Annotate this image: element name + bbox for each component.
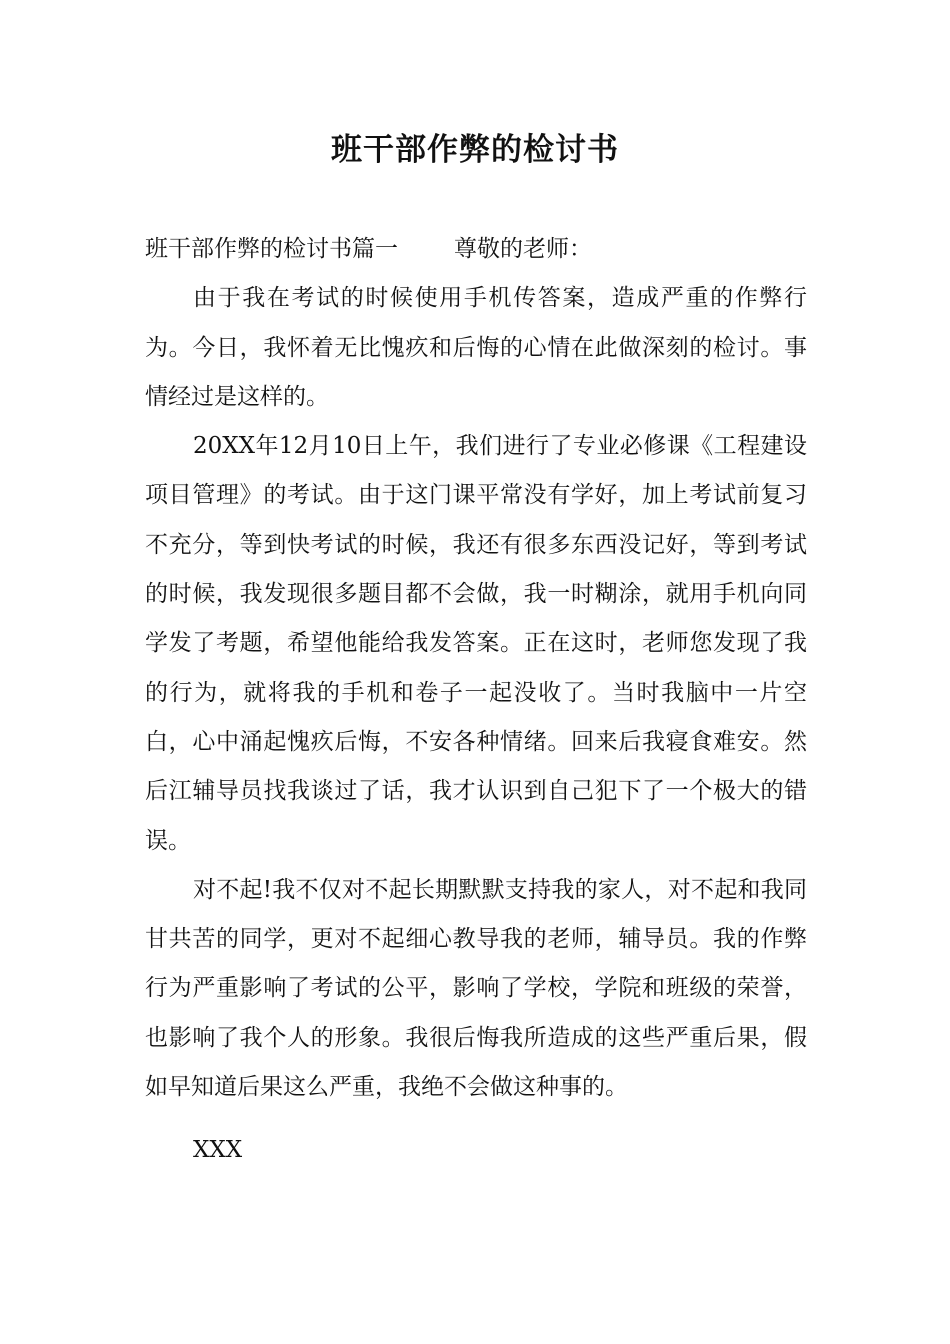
section-heading: 班干部作弊的检讨书篇一	[145, 236, 398, 262]
paragraph-2: 20XX年12月10日上午，我们进行了专业必修课《工程建设项目管理》的考试。由于这门课平常没有学好，加上考试前复习不充分，等到快考试的时候，我还有很多东西没记好，等到考试的时候，我发现很多题目都不会做，我一时糊涂，就用手机向同学发了考题，希望他能给我发答案。正在这时，老师您发现了我的行为，就将我的手机和卷子一起没收了。当时我脑中一片空白，心中涌起愧疚后悔，不安各种情绪。回来后我寝食难安。然后江辅导员找我谈过了话，我才认识到自己犯下了一个极大的错误。	[145, 433, 807, 854]
document-title: 班干部作弊的检讨书	[331, 132, 619, 168]
salutation: 尊敬的老师：	[454, 236, 592, 262]
signature: XXX	[193, 1137, 243, 1164]
document-body	[145, 225, 807, 1176]
paragraph-3: 对不起!我不仅对不起长期默默支持我的家人，对不起和我同甘共苦的同学，更对不起细心教导我的老师，辅导员。我的作弊行为严重影响了考试的公平，影响了学校，学院和班级的荣誉，也影响了我个人的形象。我很后悔我所造成的这些严重后果，假如早知道后果这么严重，我绝不会做这种事的。	[145, 876, 807, 1101]
paragraph-1: 由于我在考试的时候使用手机传答案，造成严重的作弊行为。今日，我怀着无比愧疚和后悔的心情在此做深刻的检讨。事情经过是这样的。	[145, 285, 807, 410]
opening-line	[145, 225, 807, 274]
